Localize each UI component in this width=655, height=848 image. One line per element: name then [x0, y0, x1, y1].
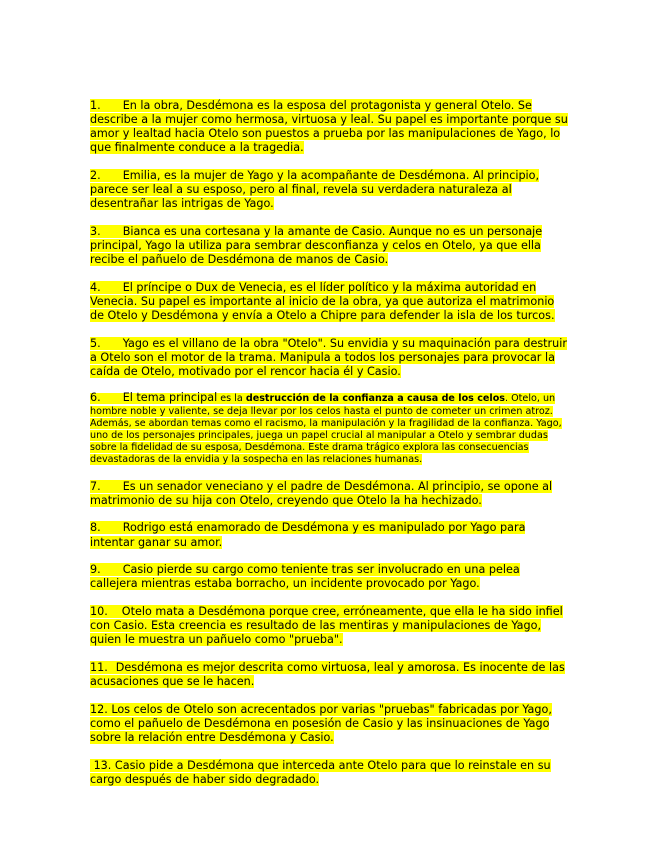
- list-item: 8. Rodrigo está enamorado de Desdémona y es manipulado por Yago para intentar ganar su amor.: [90, 521, 526, 549]
- list-item: 3. Bianca es una cortesana y la amante de Casio. Aunque no es un personaje principal, Yago la utiliza para sembrar desconfianza y celos en Otelo, ya que ella recibe el pañuelo de Desdémona de manos de Casio.: [90, 224, 543, 267]
- list-item: 6. El tema principal es la destrucción de la confianza a causa de los celos. Otelo, un hombre noble y valiente, se deja llevar por los celos hasta el punto de cometer un crimen atroz. Además, se abordan temas como el racismo, la manipulación y la fragilidad de la confianza. Yago, uno de los personajes principales, juega un papel crucial al manipular a Otelo y sembrar dudas sobre la fidelidad de su esposa, Desdémona. Este drama trágico explora las consecuencias devastadoras de la envidia y la sospecha en las relaciones humanas.: [90, 391, 562, 466]
- list-item: 9. Casio pierde su cargo como teniente tras ser involucrado en una pelea callejera mientras estaba borracho, un incidente provocado por Yago.: [90, 563, 520, 591]
- list-item: 2. Emilia, es la mujer de Yago y la acompañante de Desdémona. Al principio, parece ser leal a su esposo, pero al final, revela su verdadera naturaleza al desentrañar las intrigas de Yago.: [90, 168, 540, 211]
- list-item: 10. Otelo mata a Desdémona porque cree, erróneamente, que ella le ha sido infiel con Casio. Esta creencia es resultado de las mentiras y manipulaciones de Yago, quien le muestra un pañuelo como "prueba".: [90, 605, 563, 647]
- list-item: 1. En la obra, Desdémona es la esposa del protagonista y general Otelo. Se describe a la mujer como hermosa, virtuosa y leal. Su papel es importante porque su amor y lealtad hacia Otelo son puestos a prueba por las manipulaciones de Yago, lo que finalmente conduce a la tragedia.: [90, 99, 568, 155]
- list-item: 12. Los celos de Otelo son acrecentados por varias "pruebas" fabricadas por Yago, como el pañuelo de Desdémona en posesión de Casio y las insinuaciones de Yago sobre la relación entre Desdémona y Casio.: [90, 702, 552, 744]
- list-item: 11. Desdémona es mejor descrita como virtuosa, leal y amorosa. Es inocente de las acusaciones que se le hacen.: [90, 660, 565, 688]
- list-item: 13. Casio pide a Desdémona que interceda ante Otelo para que lo reinstale en su cargo después de haber sido degradado.: [90, 758, 551, 786]
- document-body: [90, 99, 568, 800]
- list-item: 5. Yago es el villano de la obra "Otelo". Su envidia y su maquinación para destruir a Otelo son el motor de la trama. Manipula a todos los personajes para provocar la caída de Otelo, motivado por el rencor hacia él y Casio.: [90, 336, 567, 378]
- list-item: 4. El príncipe o Dux de Venecia, es el líder político y la máxima autoridad en Venecia. Su papel es importante al inicio de la obra, ya que autoriza el matrimonio de Otelo y Desdémona y envía a Otelo a Chipre para defender la isla de los turcos.: [90, 280, 555, 322]
- list-item: 7. Es un senador veneciano y el padre de Desdémona. Al principio, se opone al matrimonio de su hija con Otelo, creyendo que Otelo la ha hechizado.: [90, 479, 553, 507]
